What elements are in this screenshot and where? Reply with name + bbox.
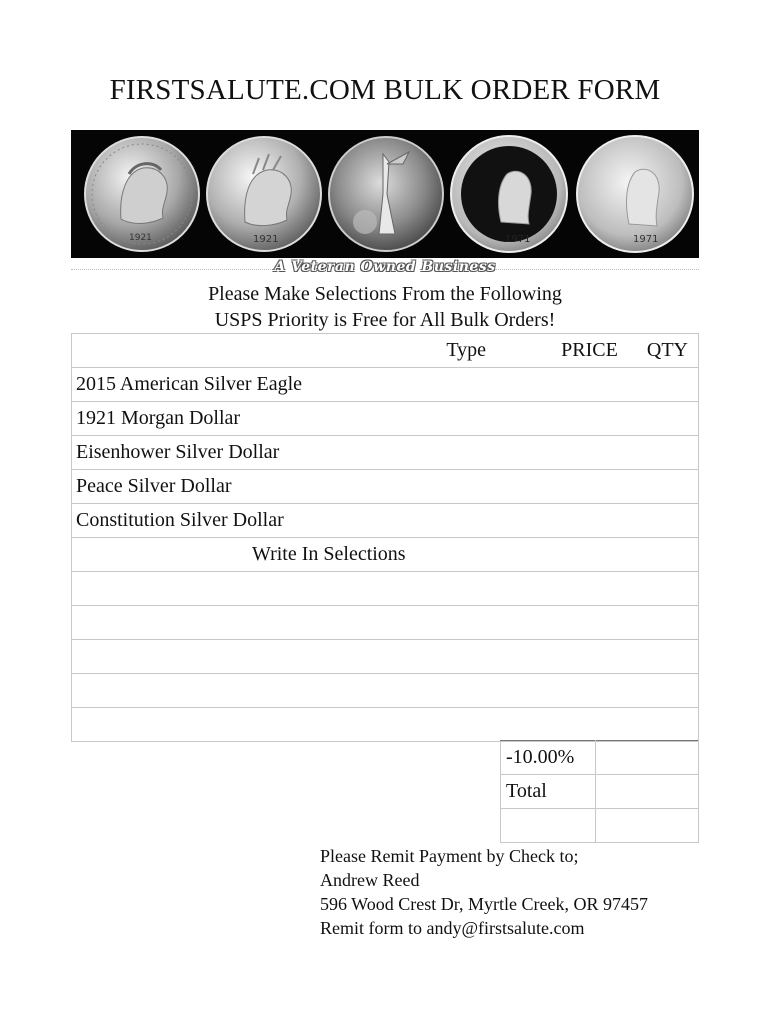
extra-label-field[interactable] [501,809,596,843]
table-header-row [72,334,699,368]
remit-email: Remit form to andy@firstsalute.com [320,918,585,938]
table-row [72,402,699,436]
order-table [71,333,699,742]
discount-value-field[interactable] [596,741,699,775]
extra-row [501,809,699,843]
extra-value-field[interactable] [596,809,699,843]
table-row [72,606,699,640]
table-row [72,470,699,504]
item-type: Peace Silver Dollar [76,475,232,497]
table-row [72,368,699,402]
coin-date-text: 1971 [505,234,531,245]
coin-banner [71,130,699,258]
table-row [72,572,699,606]
item-type: 2015 American Silver Eagle [76,373,303,395]
peace-dollar-coin-icon [203,134,325,254]
coin-date-text: 1921 [253,234,279,245]
item-type: Constitution Silver Dollar [76,509,284,531]
total-row [501,775,699,809]
instructions-line-2: USPS Priority is Free for All Bulk Orders! [214,309,556,331]
write-in-field[interactable] [72,708,699,742]
coin-date-text: 1921 [129,233,152,243]
item-row-cell[interactable] [72,436,699,470]
table-row [72,436,699,470]
remit-info [320,844,648,940]
remit-address: 596 Wood Crest Dr, Myrtle Creek, OR 97457 [320,894,648,914]
morgan-dollar-coin-icon [81,134,203,254]
page-title: FIRSTSALUTE.COM BULK ORDER FORM [109,74,661,106]
write-in-field[interactable] [72,572,699,606]
eisenhower-dollar-coin-icon [573,134,697,254]
discount-row [501,741,699,775]
item-row-cell[interactable] [72,470,699,504]
tagline: A Veteran Owned Business [274,259,496,275]
item-type: Eisenhower Silver Dollar [76,441,280,463]
discount-label: -10.00% [501,741,596,775]
remit-name: Andrew Reed [320,870,420,890]
table-row [72,708,699,742]
total-value-field[interactable] [596,775,699,809]
item-type: 1921 Morgan Dollar [76,407,241,429]
item-row-cell[interactable] [72,402,699,436]
write-in-header: Write In Selections [72,538,699,572]
table-row [72,674,699,708]
tagline-row [71,259,699,281]
header-type: Type [72,334,537,368]
table-row [72,504,699,538]
remit-line-1: Please Remit Payment by Check to; [320,846,579,866]
silver-eagle-coin-icon [325,134,447,254]
instructions-line-1: Please Make Selections From the Following [208,283,562,305]
item-row-cell[interactable] [72,368,699,402]
eisenhower-dollar-coin-icon [447,134,571,254]
write-in-field[interactable] [72,640,699,674]
header-price: PRICE [536,334,643,368]
write-in-field[interactable] [72,674,699,708]
totals-table [500,740,699,843]
table-row [72,640,699,674]
write-in-field[interactable] [72,606,699,640]
total-label: Total [501,775,596,809]
coin-date-text: 1971 [633,234,659,245]
item-row-cell[interactable] [72,504,699,538]
write-in-header-row [72,538,699,572]
header-qty: QTY [643,334,699,368]
